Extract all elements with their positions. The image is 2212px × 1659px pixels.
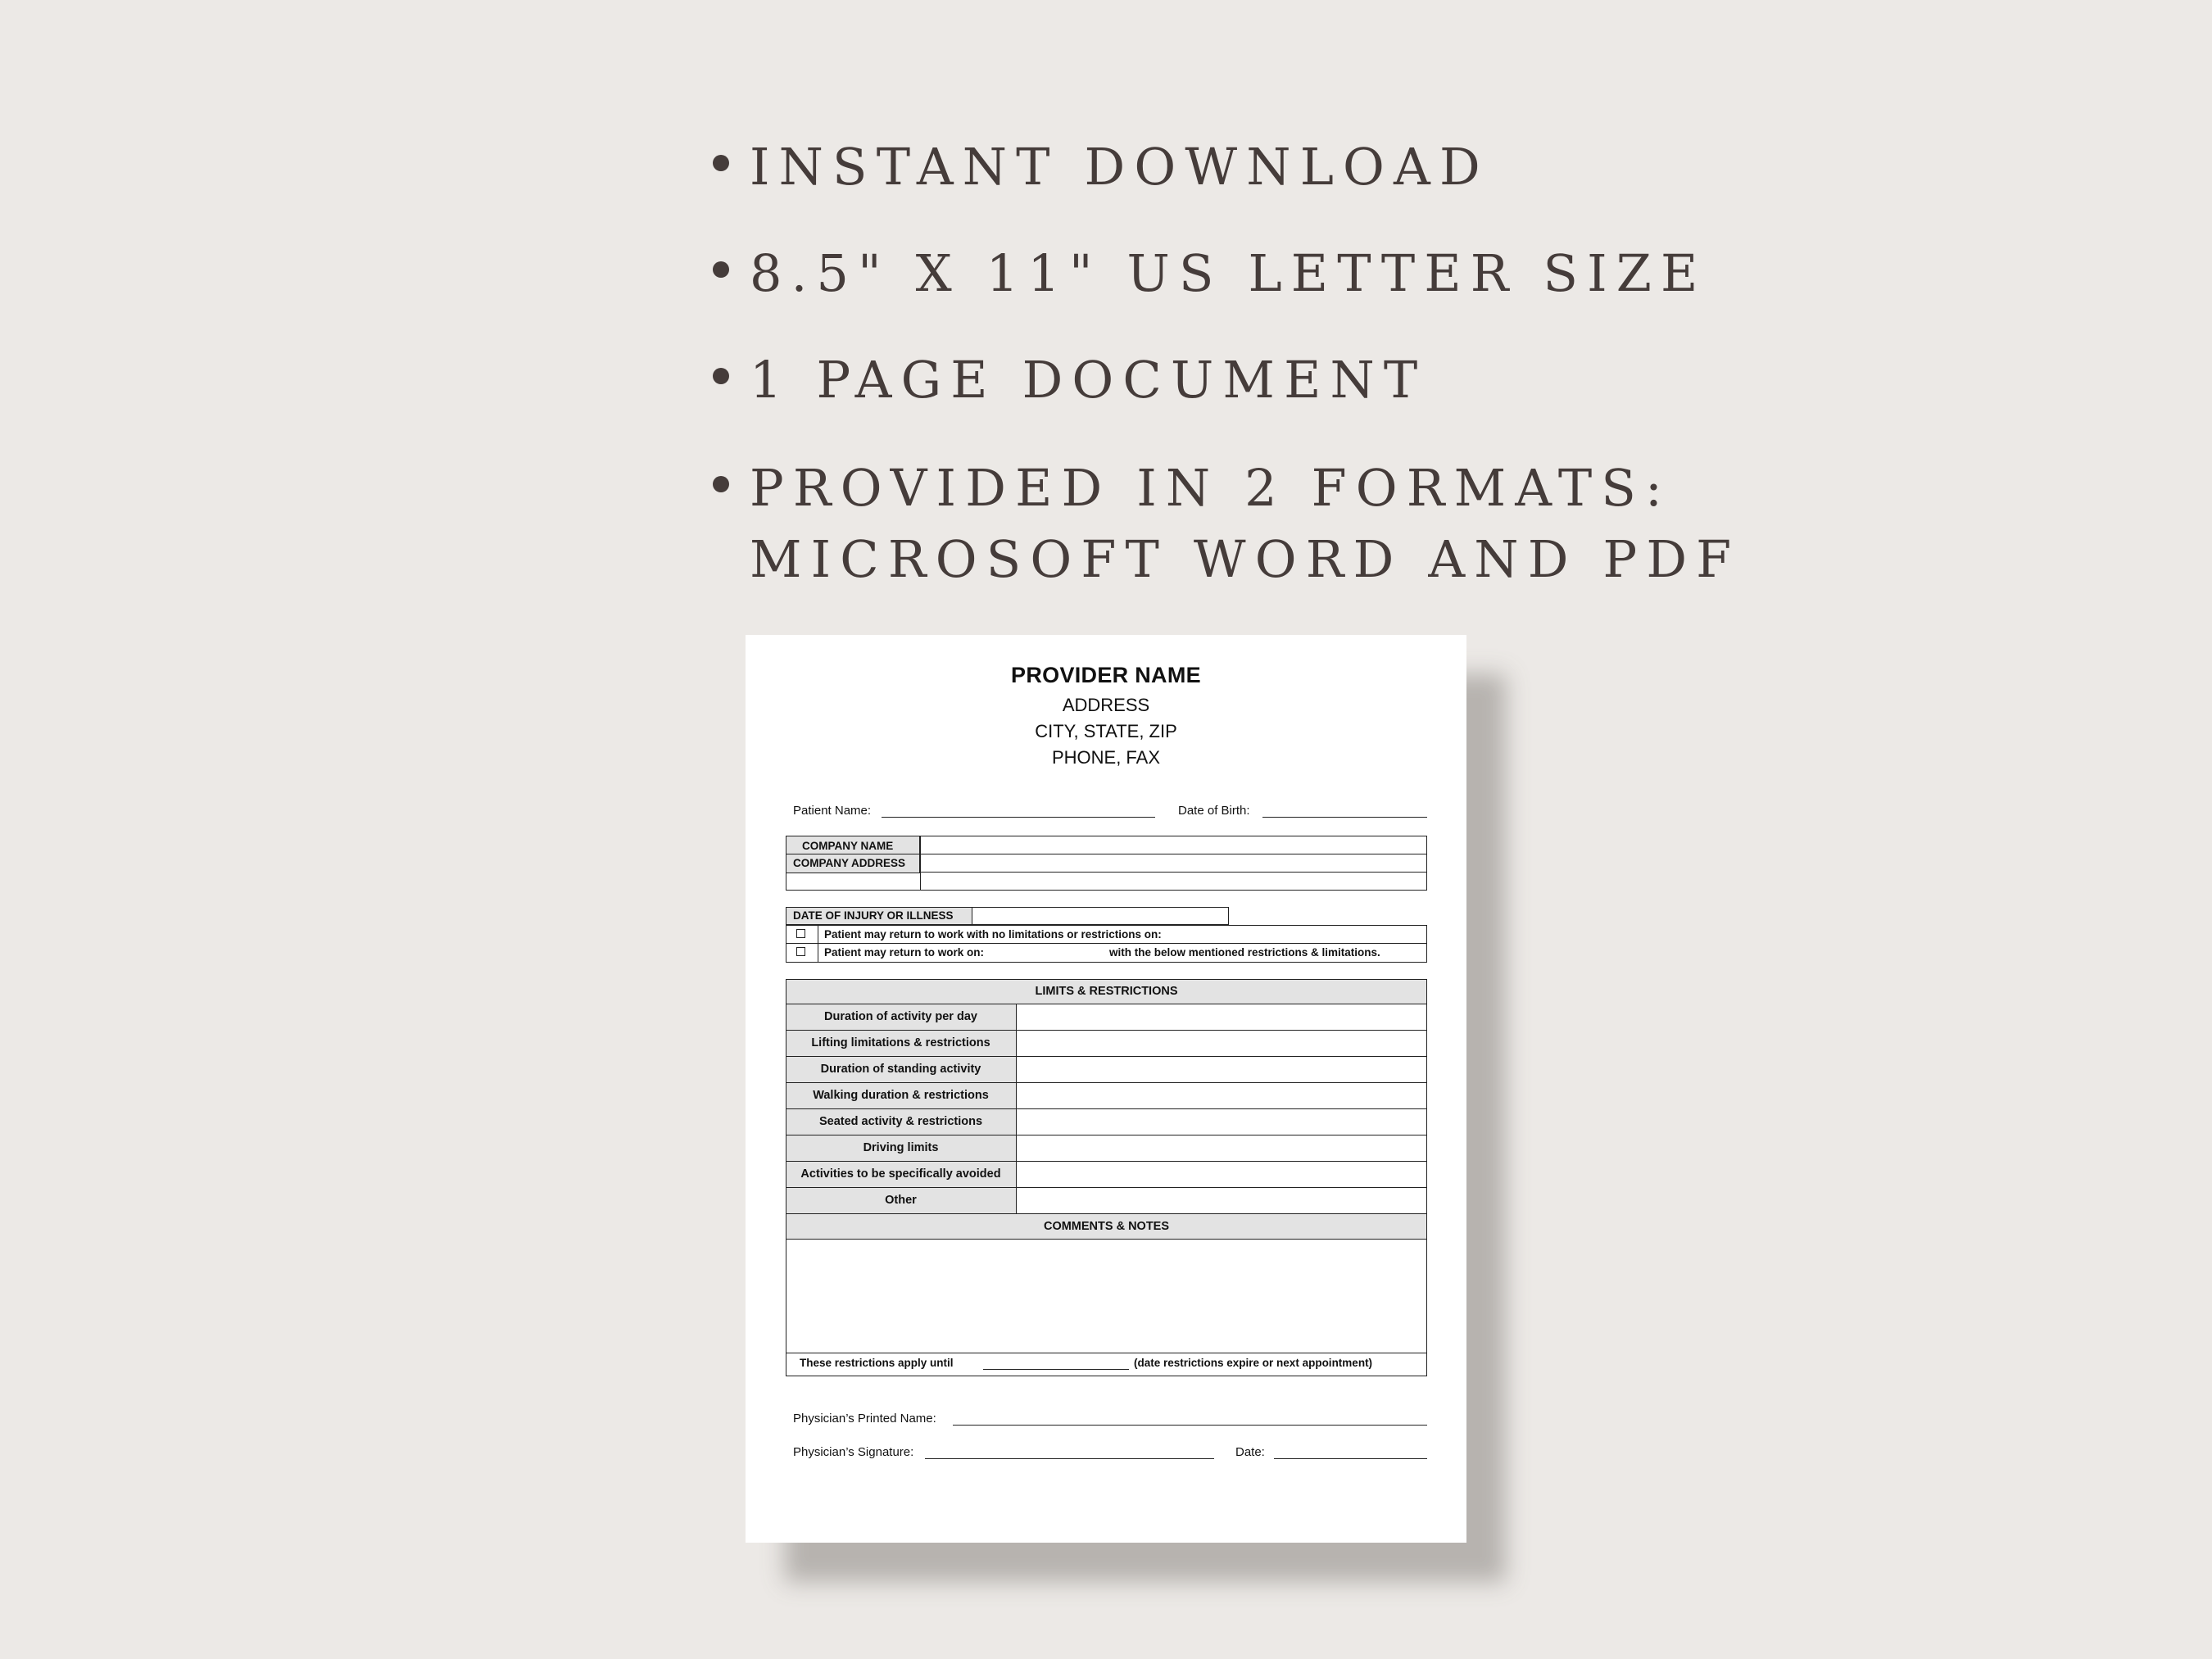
physician-printed-name-label: Physician’s Printed Name: xyxy=(793,1412,936,1426)
physician-signature-line xyxy=(925,1458,1214,1459)
date-of-injury-label: DATE OF INJURY OR ILLNESS xyxy=(793,909,954,922)
feature-item xyxy=(713,344,1426,415)
date-line xyxy=(1274,1458,1427,1459)
limits-row-label: Duration of standing activity xyxy=(820,1063,981,1076)
company-name-label: COMPANY NAME xyxy=(802,840,894,852)
feature-text-line-2: MICROSOFT WORD AND PDF xyxy=(750,529,1741,589)
restrictions-until-label: These restrictions apply until xyxy=(800,1357,954,1369)
divider xyxy=(920,872,1427,873)
bullet-icon xyxy=(713,261,729,278)
limits-row-label: Lifting limitations & restrictions xyxy=(811,1036,990,1049)
feature-list xyxy=(0,0,2212,606)
checkbox-no-limitations[interactable] xyxy=(796,929,805,938)
limits-row-label: Activities to be specifically avoided xyxy=(800,1167,1001,1181)
dob-label: Date of Birth: xyxy=(1178,804,1250,818)
dob-line xyxy=(1262,817,1427,818)
limits-row-label: Seated activity & restrictions xyxy=(818,1115,983,1128)
physician-printed-name-line xyxy=(953,1425,1427,1426)
divider xyxy=(786,1082,1427,1083)
provider-phone-fax: PHONE, FAX xyxy=(1051,747,1161,768)
feature-item xyxy=(713,238,1707,309)
patient-name-label: Patient Name: xyxy=(793,804,872,818)
feature-text-line-1: PROVIDED IN 2 FORMATS: xyxy=(750,458,1672,518)
physician-signature-label: Physician’s Signature: xyxy=(793,1445,914,1459)
bullet-icon xyxy=(713,155,729,171)
divider xyxy=(1016,1004,1017,1215)
company-address-label: COMPANY ADDRESS xyxy=(793,857,906,869)
patient-name-line xyxy=(882,817,1155,818)
limits-label-column xyxy=(786,1004,1017,1215)
divider xyxy=(786,1056,1427,1057)
provider-city-state-zip: CITY, STATE, ZIP xyxy=(1035,721,1177,741)
feature-text: 8.5" X 11" US LETTER SIZE xyxy=(750,243,1707,303)
divider xyxy=(786,1108,1427,1109)
restrictions-until-line xyxy=(983,1369,1129,1370)
limits-row-label: Driving limits xyxy=(863,1141,939,1154)
feature-text: 1 PAGE DOCUMENT xyxy=(750,350,1427,410)
divider xyxy=(786,943,1427,944)
limits-header: LIMITS & RESTRICTIONS xyxy=(1035,985,1178,998)
date-of-injury-field[interactable] xyxy=(972,907,1229,925)
form-document-preview xyxy=(746,635,1466,1543)
comments-box[interactable] xyxy=(786,1239,1427,1376)
divider xyxy=(786,1187,1427,1188)
limits-row-label: Duration of activity per day xyxy=(824,1010,977,1023)
limits-row-label: Walking duration & restrictions xyxy=(813,1089,989,1102)
feature-text xyxy=(750,452,1740,595)
provider-address: ADDRESS xyxy=(1062,695,1150,715)
checkbox-with-restrictions[interactable] xyxy=(796,947,805,956)
divider xyxy=(920,836,921,891)
bullet-icon xyxy=(713,476,729,492)
return-on-text: Patient may return to work on: xyxy=(824,946,985,959)
divider xyxy=(786,1030,1427,1031)
return-no-limits-text: Patient may return to work with no limitations or restrictions on: xyxy=(824,928,1162,941)
divider xyxy=(786,1161,1427,1162)
date-label: Date: xyxy=(1235,1445,1265,1459)
feature-item xyxy=(713,452,1740,595)
restrictions-note: (date restrictions expire or next appointment) xyxy=(1134,1357,1373,1369)
feature-item xyxy=(713,131,1489,202)
feature-text: INSTANT DOWNLOAD xyxy=(750,137,1489,197)
provider-name: PROVIDER NAME xyxy=(1011,663,1201,687)
return-with-restrictions-text: with the below mentioned restrictions & limitations. xyxy=(1109,946,1380,959)
limits-row-label: Other xyxy=(885,1194,917,1207)
bullet-icon xyxy=(713,368,729,384)
comments-header: COMMENTS & NOTES xyxy=(1043,1220,1170,1233)
